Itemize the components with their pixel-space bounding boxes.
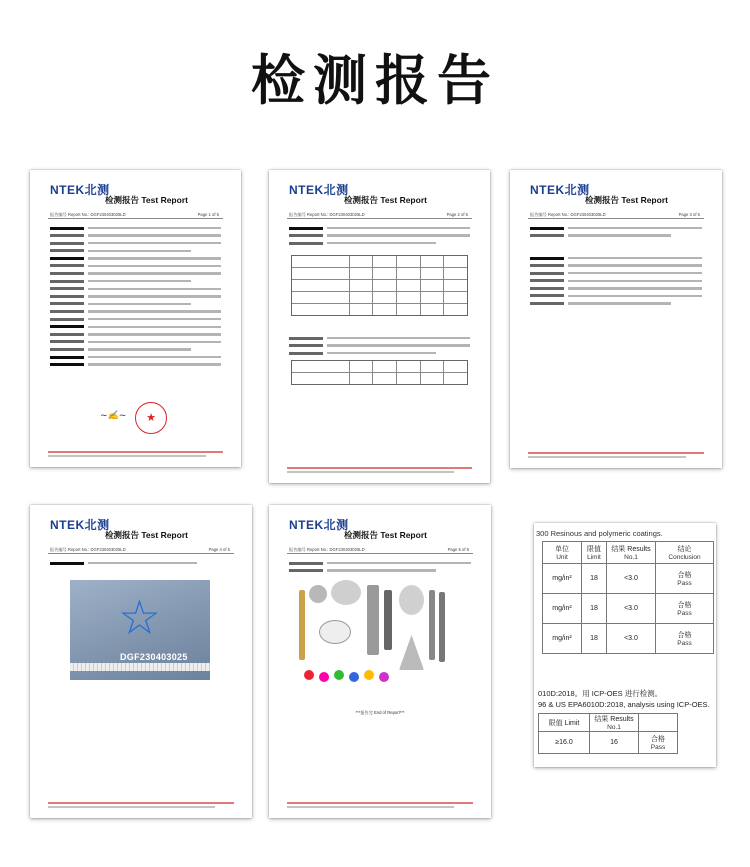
- text-block: [530, 225, 702, 240]
- report-title: 检测报告 Test Report: [344, 530, 427, 540]
- report-title: 检测报告 Test Report: [344, 195, 427, 205]
- ntek-logo: NTEK北测: [289, 183, 349, 197]
- sample-products-photo: [299, 580, 464, 700]
- page-number: Page 5 of 5: [447, 547, 469, 552]
- photo-label: DGF230403025: [120, 652, 188, 662]
- page-footer: [528, 452, 704, 458]
- page-number: Page 4 of 5: [208, 547, 230, 552]
- results-table: [291, 255, 468, 316]
- divider: [48, 553, 234, 554]
- table-row: ≥16.0 16 合格 Pass: [539, 732, 678, 754]
- report-page-4: [30, 505, 252, 818]
- zoom-results-table: [542, 541, 714, 654]
- report-page-2: [269, 170, 490, 483]
- report-number: 报告编号 Report No.: DGF230403025LD: [530, 212, 606, 217]
- results-table: [291, 360, 468, 385]
- star-cutter-icon: ☆: [118, 592, 162, 645]
- col-limit: 限值 Limit: [582, 542, 607, 564]
- page-footer: [287, 802, 473, 808]
- text-block: [50, 560, 232, 568]
- method-line-cn: 010D:2018。用 ICP-OES 进行检测。: [538, 689, 663, 698]
- report-number: 报告编号 Report No.: DGF230403025LD: [289, 547, 365, 552]
- zoomed-results-detail: [534, 523, 716, 767]
- report-title: 检测报告 Test Report: [105, 530, 188, 540]
- divider: [48, 218, 223, 219]
- zoom-caption: 300 Resinous and polymeric coatings.: [536, 529, 663, 538]
- table-row: mg/in² 18 <3.0 合格 Pass: [543, 594, 714, 624]
- page-footer: [48, 451, 223, 457]
- page-footer: [48, 802, 234, 808]
- page-number: Page 3 of 5: [678, 212, 700, 217]
- zoom-chromium-table: 限值 Limit 结果 Results No.1 ≥16.0 16 合格 Pass: [538, 713, 678, 754]
- text-block: [530, 255, 702, 308]
- ntek-logo: NTEK北测: [289, 518, 349, 532]
- report-page-1: [30, 170, 241, 467]
- col-results: 结果 Results No.1: [607, 542, 656, 564]
- report-page-5: [269, 505, 491, 818]
- report-number: 报告编号 Report No.: DGF230403025LD: [50, 212, 126, 217]
- divider: [528, 218, 704, 219]
- divider: [287, 218, 472, 219]
- col-conclusion: 结论 Conclusion: [656, 542, 714, 564]
- page-number: Page 1 of 5: [197, 212, 219, 217]
- ruler: [70, 663, 210, 671]
- report-number: 报告编号 Report No.: DGF230403025LD: [50, 547, 126, 552]
- method-line-en: 96 & US EPA6010D:2018, analysis using ICP-OES.: [538, 700, 710, 709]
- text-block: [289, 560, 471, 575]
- signature: ~✍~: [100, 411, 127, 421]
- report-title: 检测报告 Test Report: [105, 195, 188, 205]
- page-footer: [287, 467, 472, 473]
- table-row: mg/in² 18 <3.0 合格 Pass: [543, 564, 714, 594]
- report-number: 报告编号 Report No.: DGF230403025LD: [289, 212, 365, 217]
- divider: [287, 553, 473, 554]
- table-row: mg/in² 18 <3.0 合格 Pass: [543, 624, 714, 654]
- col-unit: 单位 Unit: [543, 542, 582, 564]
- text-block: [289, 225, 470, 248]
- report-title: 检测报告 Test Report: [585, 195, 668, 205]
- red-seal-icon: ★: [135, 402, 167, 434]
- page-number: Page 2 of 5: [446, 212, 468, 217]
- text-block: [50, 225, 221, 369]
- report-page-3: [510, 170, 722, 468]
- ntek-logo: NTEK北测: [50, 183, 110, 197]
- page-headline: 检测报告: [251, 49, 499, 112]
- text-block: [289, 335, 470, 358]
- ntek-logo: NTEK北测: [530, 183, 590, 197]
- end-of-report: ***报告完 End of Report***: [355, 710, 405, 715]
- ntek-logo: NTEK北测: [50, 518, 110, 532]
